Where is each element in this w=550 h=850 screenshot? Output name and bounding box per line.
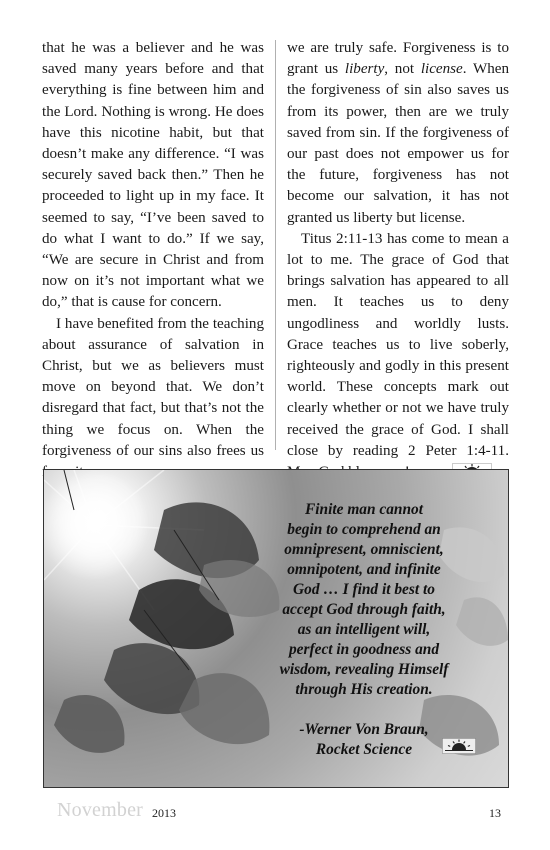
quote-attribution-name: -Werner Von Braun, xyxy=(299,721,429,738)
leaves-photo xyxy=(43,469,509,788)
quote-attribution-title: Rocket Science xyxy=(315,741,413,758)
column-divider xyxy=(275,40,276,450)
text-run: we are truly safe. Forgiveness is to grant us xyxy=(287,40,509,78)
quote-line: perfect in goodness and xyxy=(288,641,440,658)
paragraph xyxy=(287,38,509,229)
italic-word-liberty: liberty xyxy=(344,61,385,78)
text-run: , not xyxy=(384,61,421,78)
quote-line: begin to comprehend an xyxy=(287,521,441,538)
article-column-right xyxy=(287,38,509,486)
paragraph xyxy=(287,229,509,486)
article-column-left xyxy=(42,38,264,483)
quote-line: omnipresent, omniscient, xyxy=(284,541,444,558)
quote-line: Finite man cannot xyxy=(304,501,424,518)
quote-line: through His creation. xyxy=(295,681,433,698)
quote-line: accept God through faith, xyxy=(282,601,446,618)
quote-line: God … I find it best to xyxy=(293,581,435,598)
text-run: . When the forgiveness of sin also saves us from its power, then are we truly saved from sin. If the forgiveness of our past does not empower us for the future, forgiveness has not become our salvation, it has not granted us liberty but license. xyxy=(287,61,509,226)
paragraph: I have benefited from the teaching about assurance of salvation in Christ, but we as believers must move on beyond that. We don’t disregard that fact, but that’s not the thing we focus on. When the forgiveness of our sins also frees us xyxy=(42,315,264,459)
paragraph: that he was a believer and he was saved many years before and that everything is fine between him and the Lord. Nothing is wrong. He does have this nicotine habit, but that doesn’t make any difference. “I was securely saved back then.” Then he proceeded to light up in my face. It seemed to say, “I’ve been saved to do what I want to do.” If we say, “We are secure in Christ and from now on it’s not important what we do,” that is cause for concern. xyxy=(42,40,264,311)
sunrise-end-icon xyxy=(442,738,476,759)
quote-line: as an intelligent will, xyxy=(297,621,431,638)
quote-block xyxy=(264,500,464,760)
footer-year: 2013 xyxy=(152,806,176,820)
quote-line: wisdom, revealing Himself xyxy=(279,661,449,678)
quote-line: omnipotent, and infinite xyxy=(287,561,441,578)
footer-month: November xyxy=(57,799,144,821)
text-run: Titus 2:11-13 has come to mean a lot to me. The grace of God that brings salvation has appeared to all men. It teaches us to deny ungodliness and worldly lusts. Grace teaches us to live soberly, righteously and godly in this present world. These concepts mark out clearly whether or not we have truly received the grace of God. I shall close by reading 2 Peter 1:4-11. xyxy=(287,230,509,459)
italic-word-license: license xyxy=(420,61,463,78)
page-number: 13 xyxy=(489,806,501,820)
